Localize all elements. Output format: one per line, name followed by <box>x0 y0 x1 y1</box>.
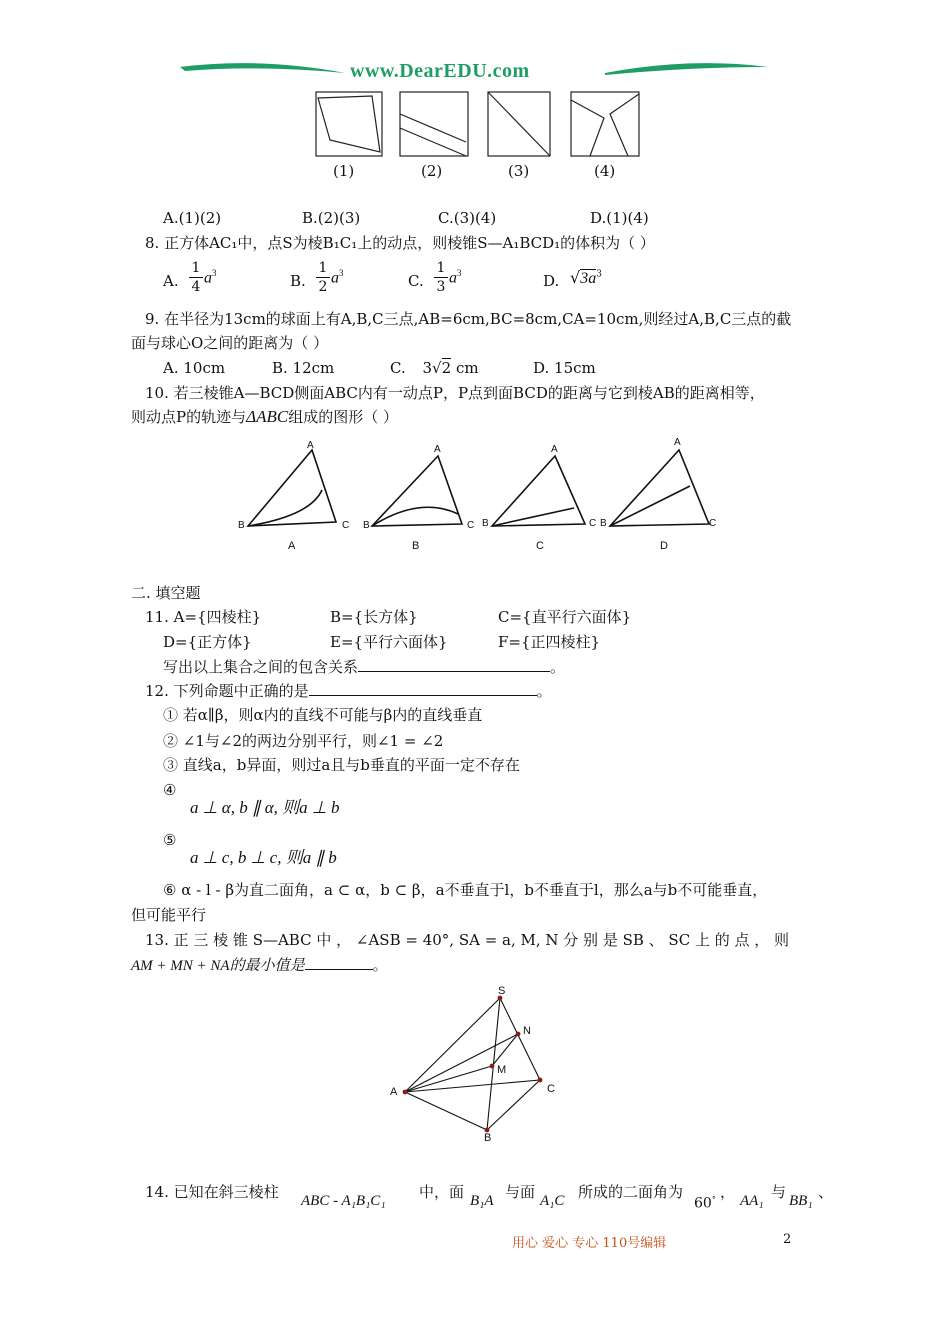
q13-figure <box>0 980 950 1150</box>
q7-option-b: B.(2)(3) <box>302 209 361 227</box>
q7-option-d: D.(1)(4) <box>590 209 649 227</box>
q10-option-d-caption: D <box>660 540 668 552</box>
q13-point-c <box>538 1078 543 1083</box>
q13-answer-blank[interactable] <box>305 955 373 970</box>
q12-item-5-number: ⑤ <box>163 831 177 849</box>
q10-fig-b-vertex-a: A <box>434 444 441 455</box>
q10-fig-a-locus <box>248 490 322 526</box>
q10-fig-a-vertex-c: C <box>342 520 350 531</box>
q13-label-b: B <box>484 1132 492 1144</box>
q13-label-n: N <box>523 1025 531 1037</box>
footer-text: 用心 爱心 专心 110号编辑 <box>512 1236 667 1251</box>
q8-option-b-fraction <box>316 259 330 296</box>
q7-figure-label-4: (4) <box>594 162 616 180</box>
q14-angle-value: 60 <box>694 1195 712 1212</box>
q10-option-c-caption: C <box>536 540 544 552</box>
q12-answer-blank[interactable] <box>309 681 537 696</box>
q8-b-var-letter: a <box>331 269 339 287</box>
q8-c-var-letter: a <box>449 269 457 287</box>
q12-stem <box>145 681 552 701</box>
q10-line-1: 10. 若三棱锥A—BCD侧面ABC内有一动点P，P点到面BCD的距离与它到棱AB的距离相等， <box>145 384 765 402</box>
q10-fig-a-vertex-a: A <box>307 440 314 451</box>
q11-set-a: 11. A={四棱柱} <box>145 608 262 626</box>
q8-option-d-label: D. <box>543 272 560 290</box>
q10-line-2-post: 组成的图形（ ） <box>288 408 398 426</box>
q9-option-c <box>390 358 479 378</box>
q14-angle <box>694 1195 716 1212</box>
q14-mid-4: 与 <box>771 1183 787 1201</box>
q10-fig-d-triangle <box>610 450 709 526</box>
q8-a-numerator: 1 <box>189 259 203 278</box>
q13-edge-ab <box>405 1092 487 1130</box>
q13-line-2-text: AM + MN + NA的最小值是 <box>131 958 305 974</box>
q8-d-radicand: 3a <box>580 270 597 287</box>
q11-set-d: D={正方体} <box>163 633 252 651</box>
q8-a-exp: 3 <box>212 268 217 278</box>
q11-answer-blank[interactable] <box>358 657 550 672</box>
q10-fig-c-vertex-a: A <box>551 444 558 455</box>
q7-figures <box>0 90 950 170</box>
q8-option-a-label: A. <box>163 272 179 290</box>
q10-triangle-symbol: ΔABC <box>246 407 289 426</box>
q8-a-var-letter: a <box>204 269 212 287</box>
q10-fig-a-vertex-b: B <box>238 520 245 531</box>
q8-option-c-label: C. <box>408 272 424 290</box>
q10-fig-d-vertex-b: B <box>600 518 607 529</box>
q13-label-m: M <box>497 1064 507 1076</box>
q9-option-a: A. 10cm <box>163 359 226 377</box>
q7-section-4 <box>571 94 639 156</box>
q10-fig-c-locus <box>492 508 574 526</box>
q8-c-denominator: 3 <box>436 279 446 295</box>
q14-mid-1: 中，面 <box>419 1183 465 1201</box>
q13-label-s: S <box>498 985 506 997</box>
q13-label-c: C <box>547 1083 555 1095</box>
q10-fig-d-vertex-a: A <box>674 437 681 448</box>
q12-item-6-continued: 但可能平行 <box>131 906 207 924</box>
q8-d-exp: 3 <box>596 269 602 280</box>
q8-b-exp: 3 <box>339 268 344 278</box>
q10-fig-b-vertex-b: B <box>363 520 370 531</box>
q8-b-numerator: 1 <box>316 259 330 278</box>
q13-line-2-end: 。 <box>372 956 388 974</box>
q9-option-b: B. 12cm <box>272 359 335 377</box>
q8-b-denominator: 2 <box>318 279 328 295</box>
q13-point-m <box>490 1064 495 1069</box>
q12-item-6: ⑥ α - l - β为直二面角，a ⊂ α，b ⊂ β，a不垂直于l，b不垂直于l，那么a与b不可能垂直， <box>163 881 768 899</box>
q10-line-2 <box>131 407 398 427</box>
q14-edge-1: AA₁ <box>740 1193 764 1209</box>
q10-line-2-pre: 则动点P的轨迹与 <box>131 408 247 426</box>
sqrt-icon: √ <box>570 268 581 287</box>
q13-point-n <box>516 1032 521 1037</box>
q14-edge-2: BB₁ <box>789 1193 813 1209</box>
q7-option-c: C.(3)(4) <box>438 209 497 227</box>
q10-fig-b-vertex-c: C <box>467 520 475 531</box>
q8-stem: 8. 正方体AC₁中，点S为棱B₁C₁上的动点，则棱锥S—A₁BCD₁的体积为（ ） <box>145 234 655 252</box>
q14-tail: 、 <box>818 1183 834 1201</box>
q9-option-c-unit: cm <box>455 359 479 377</box>
q14-mid-2: 与面 <box>505 1183 536 1201</box>
q11-set-e: E={平行六面体} <box>330 633 448 651</box>
q13-label-a: A <box>390 1086 398 1098</box>
q10-fig-c-vertex-c: C <box>589 518 597 529</box>
q9-line-2: 面与球心O之间的距离为（ ） <box>131 334 329 352</box>
q12-item-2: ② ∠1与∠2的两边分别平行，则∠1 = ∠2 <box>163 732 444 750</box>
q8-option-a-fraction <box>189 259 203 296</box>
q13-stem: 13. 正 三 棱 锥 S—ABC 中 ， ∠ASB = 40°, SA = a, M, N 分 别 是 SB 、 SC 上 的 点 ， 则 <box>145 931 790 949</box>
q10-fig-d-vertex-c: C <box>709 518 717 529</box>
q8-a-denominator: 4 <box>191 279 201 295</box>
q10-fig-b-triangle <box>372 456 462 526</box>
q11-set-b: B={长方体} <box>330 608 418 626</box>
q12-item-1: ① 若α∥β，则α内的直线不可能与β内的直线垂直 <box>163 706 483 724</box>
q7-section-2 <box>400 114 466 156</box>
q7-section-3 <box>488 92 550 156</box>
q12-item-4-number: ④ <box>163 781 177 799</box>
q7-option-a: A.(1)(2) <box>163 209 222 227</box>
q8-option-b-var <box>331 268 344 287</box>
q10-fig-c-vertex-b: B <box>482 518 489 529</box>
q13-line-2 <box>131 955 388 976</box>
q13-point-a <box>403 1090 408 1095</box>
q8-option-c-var <box>449 268 462 287</box>
q14-separator: ， <box>720 1183 736 1201</box>
q7-figure-label-1: (1) <box>333 162 355 180</box>
q11-set-c: C={直平行六面体} <box>498 608 632 626</box>
q12-item-5: a ⊥ c, b ⊥ c, 则a ∥ b <box>190 848 337 867</box>
q7-square-2 <box>400 92 468 156</box>
q14-face-2: A₁C <box>540 1193 565 1209</box>
page-number: 2 <box>783 1232 792 1247</box>
q14-prism: ABC - A₁B₁C₁ <box>301 1193 386 1209</box>
q11-prompt-text: 写出以上集合之间的包含关系 <box>163 658 359 676</box>
q13-edge-bc <box>487 1080 540 1130</box>
q9-option-c-label: C. <box>390 359 406 377</box>
sqrt-icon: √ <box>432 359 442 377</box>
q10-figures <box>0 430 950 580</box>
q7-section-1 <box>318 96 380 152</box>
q8-option-c-fraction <box>434 259 448 296</box>
q12-stem-end: 。 <box>536 682 552 700</box>
q10-fig-b-locus <box>372 507 458 526</box>
q9-option-d: D. 15cm <box>533 359 596 377</box>
q14-face-1: B₁A <box>470 1193 494 1209</box>
degree-icon: ° <box>711 1195 716 1204</box>
q14-mid-3: 所成的二面角为 <box>578 1183 684 1201</box>
q11-prompt <box>163 657 565 677</box>
q11-set-f: F={正四棱柱} <box>498 633 601 651</box>
q12-stem-text: 12. 下列命题中正确的是 <box>145 682 309 700</box>
q10-option-b-caption: B <box>412 540 420 552</box>
q10-fig-d-locus <box>610 486 690 526</box>
q9-option-c-radicand: 2 <box>441 359 452 377</box>
q9-line-1: 9. 在半径为13cm的球面上有A,B,C三点,AB=6cm,BC=8cm,CA=10cm,则经过A,B,C三点的截 <box>145 310 792 328</box>
q12-item-3: ③ 直线a，b异面，则过a且与b垂直的平面一定不存在 <box>163 756 520 774</box>
q12-item-4: a ⊥ α, b ∥ α, 则a ⊥ b <box>190 798 340 817</box>
q8-c-numerator: 1 <box>434 259 448 278</box>
q7-figure-label-3: (3) <box>508 162 530 180</box>
section-2-title: 二. 填空题 <box>131 584 201 602</box>
q9-option-c-coef: 3 <box>422 359 433 377</box>
q8-option-d-value <box>570 268 602 288</box>
q8-option-a-var <box>204 268 217 287</box>
q7-figure-label-2: (2) <box>421 162 443 180</box>
q10-option-a-caption: A <box>288 540 296 552</box>
header-site-title: www.DearEDU.com <box>350 60 530 82</box>
q8-c-exp: 3 <box>457 268 462 278</box>
q8-option-b-label: B. <box>290 272 306 290</box>
q11-prompt-end: 。 <box>550 658 566 676</box>
q14-prefix: 14. 已知在斜三棱柱 <box>145 1183 279 1201</box>
